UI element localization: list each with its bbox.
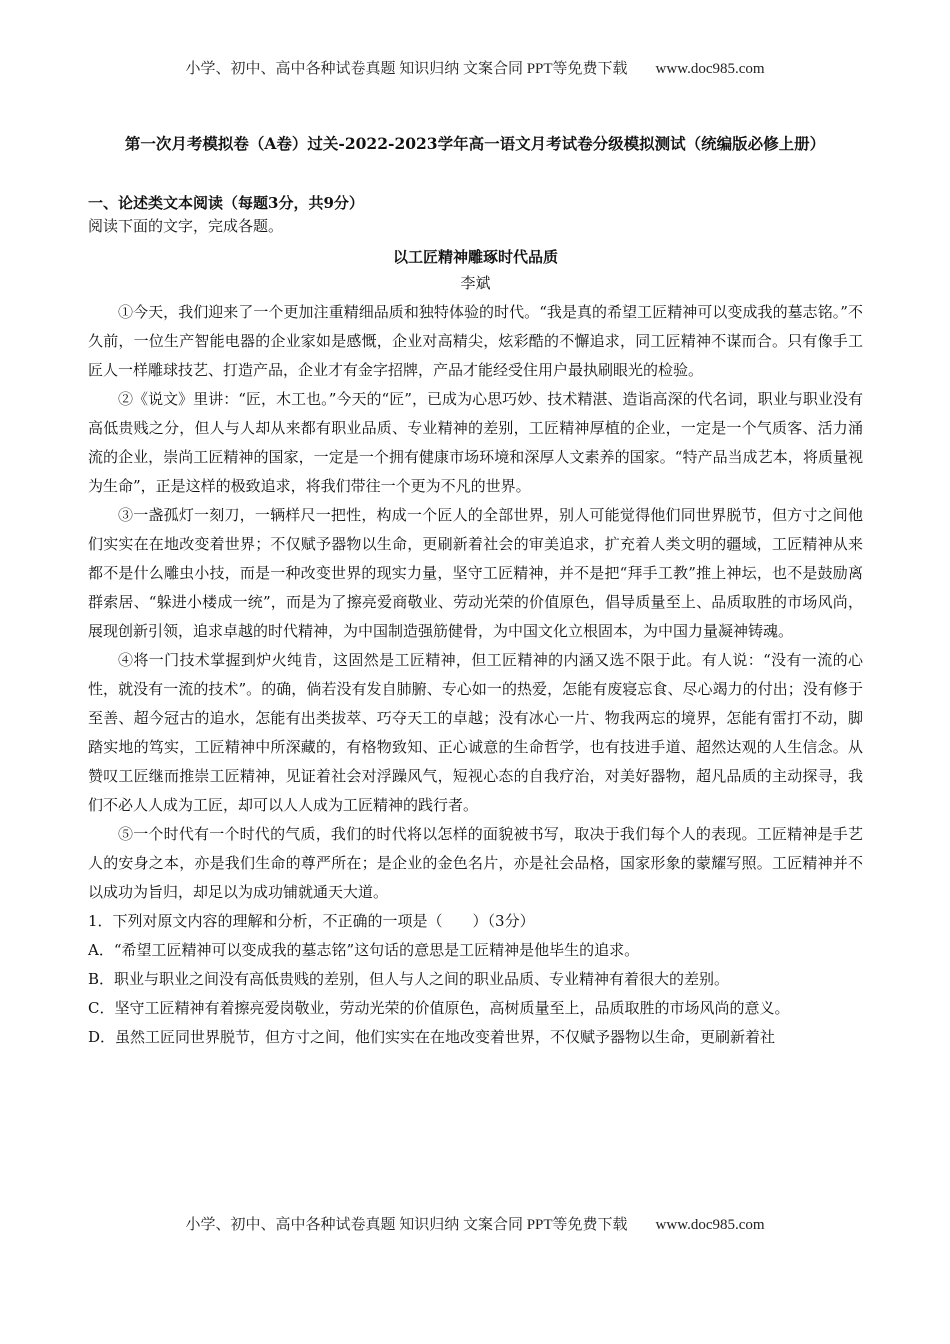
article-paragraph-2: ②《说文》里讲：“匠，木工也。”今天的“匠”，已成为心思巧妙、技术精湛、造诣高深的代名词，职业与职业没有高低贵贱之分，但人与人却从来都有职业品质、专业精神的差别，工匠精神厚植的企业，一定是一个气质客、活力涌流的企业，崇尚工匠精神的国家，一定是一个拥有健康市场环境和深厚人文素养的国家。“特产品当成艺本，将质量视为生命”，正是这样的极致追求，将我们带往一个更为不凡的世界。	[88, 390, 863, 495]
article-paragraph-4: ④将一门技术掌握到炉火纯肯，这固然是工匠精神，但工匠精神的内涵又选不限于此。有人说：“没有一流的心性，就没有一流的技术”。的确，倘若没有发自肺腑、专心如一的热爱，怎能有废寝忘食、尽心竭力的付出；没有修于至善、超今冠古的追水，怎能有出类拔萃、巧夺天工的卓越；没有冰心一片、物我两忘的境界，怎能有雷打不动，脚踏实地的笃实，工匠精神中所深藏的，有格物致知、正心诚意的生命哲学，也有技进手道、超然达观的人生信念。从赞叹工匠继而推崇工匠精神，见证着社会对浮躁风气，短视心态的自我疗治，对美好器物，超凡品质的主动探寻，我们不必人人成为工匠，却可以人人成为工匠精神的践行者。	[88, 651, 863, 814]
page-header	[0, 57, 950, 78]
section-heading: 一、论述类文本阅读（每题3分，共9分）	[88, 194, 364, 212]
article-paragraph-1: ①今天，我们迎来了一个更加注重精细品质和独特体验的时代。“我是真的希望工匠精神可以变成我的墓志铭。”不久前，一位生产智能电器的企业家如是感慨，企业对高精尖，炫彩酷的不懈追求，同工匠精神不谋而合。只有像手工匠人一样雕球技艺、打造产品，企业才有金字招牌，产品才能经受住用户最执刷眼光的检验。	[88, 303, 863, 379]
footer-text: 小学、初中、高中各种试卷真题 知识归纳 文案合同 PPT等免费下载	[185, 1217, 628, 1233]
option-a: A．“希望工匠精神可以变成我的墓志铭”这句话的意思是工匠精神是他毕生的追求。	[88, 941, 640, 959]
option-c: C．坚守工匠精神有着擦亮爱岗敬业，劳动光荣的价值原色，高树质量至上，品质取胜的市场风尚的意义。	[88, 999, 790, 1017]
exam-title: 第一次月考模拟卷（A卷）过关-2022-2023学年高一语文月考试卷分级模拟测试（统编版必修上册）	[124, 134, 826, 153]
article-author: 李斌	[460, 274, 491, 292]
header-url-link[interactable]: www.doc985.com	[655, 61, 765, 77]
document-body	[88, 192, 863, 1052]
footer-url-link[interactable]: www.doc985.com	[655, 1217, 765, 1233]
header-text: 小学、初中、高中各种试卷真题 知识归纳 文案合同 PPT等免费下载	[185, 61, 628, 77]
page-footer	[0, 1213, 950, 1234]
instruction-text: 阅读下面的文字，完成各题。	[88, 217, 284, 235]
option-d: D．虽然工匠同世界脱节，但方寸之间，他们实实在在地改变着世界，不仅赋予器物以生命，更刷新着社	[88, 1028, 776, 1046]
article-paragraph-3: ③一盏孤灯一刻刀，一辆样尺一把性，构成一个匠人的全部世界，别人可能觉得他们同世界脱节，但方寸之间他们实实在在地改变着世界；不仅赋予器物以生命，更刷新着社会的审美追求，扩充着人类文明的疆域，工匠精神从来都不是什么雕虫小技，而是一种改变世界的现实力量，坚守工匠精神，并不是把“拜手工教”推上神坛，也不是鼓励离群索居、“躲进小楼成一统”，而是为了擦亮爱商敬业、劳动光荣的价值原色，倡导质量至上、品质取胜的市场风尚，展现创新引领，追求卓越的时代精神，为中国制造强筋健骨，为中国文化立根固本，为中国力量凝神铸魂。	[88, 506, 863, 640]
article-title: 以工匠精神雕琢时代品质	[392, 248, 558, 266]
question-stem: 1．下列对原文内容的理解和分析，不正确的一项是（ ）（3分）	[88, 912, 535, 930]
article-paragraph-5: ⑤一个时代有一个时代的气质，我们的时代将以怎样的面貌被书写，取决于我们每个人的表现。工匠精神是手艺人的安身之本，亦是我们生命的尊严所在；是企业的金色名片，亦是社会品格，国家形象的蒙耀写照。工匠精神并不以成功为旨归，却足以为成功铺就通天大道。	[88, 825, 863, 901]
option-b: B．职业与职业之间没有高低贵贱的差别，但人与人之间的职业品质、专业精神有着很大的差别。	[88, 970, 730, 988]
